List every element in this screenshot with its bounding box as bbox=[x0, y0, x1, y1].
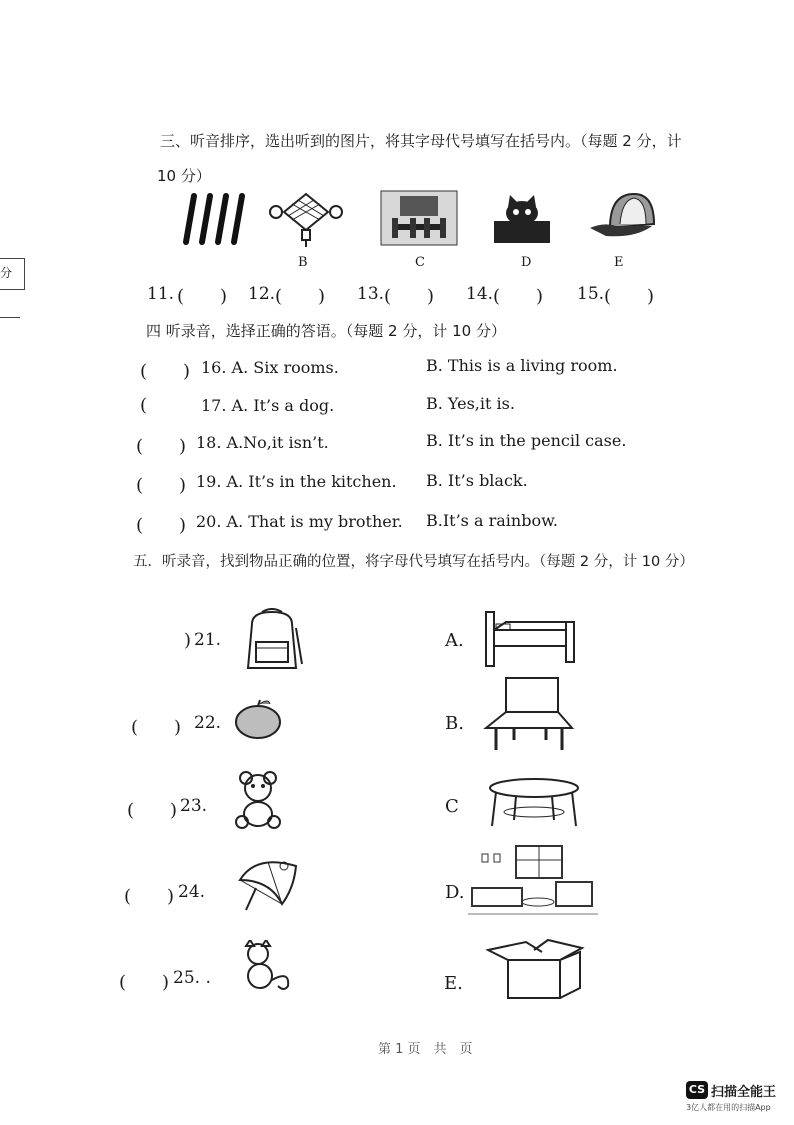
q17-answer-blank[interactable]: ( bbox=[140, 395, 148, 416]
camscanner-tagline: 3亿人都在用的扫描App bbox=[686, 1103, 771, 1112]
option-b-label: B. bbox=[445, 713, 464, 734]
picture-label-d: D bbox=[521, 255, 532, 270]
q19-option-a: 19. A. It’s in the kitchen. bbox=[196, 472, 397, 491]
q25-answer-blank[interactable]: ( ) bbox=[119, 972, 170, 993]
q21-answer-blank[interactable]: ) bbox=[184, 630, 192, 651]
q18-option-b: B. It’s in the pencil case. bbox=[426, 431, 627, 450]
q11-number: 11. bbox=[147, 284, 175, 304]
dining-room-picture bbox=[380, 190, 458, 246]
q25-number: 25. . bbox=[173, 968, 211, 988]
q14-answer-blank[interactable]: ( ) bbox=[493, 286, 544, 307]
margin-score-label: 分 bbox=[0, 266, 13, 280]
camscanner-logo: CS bbox=[686, 1081, 708, 1099]
q24-number: 24. bbox=[178, 882, 206, 902]
picture-label-e: E bbox=[614, 255, 624, 270]
option-e-label: E. bbox=[444, 973, 463, 994]
q13-answer-blank[interactable]: ( ) bbox=[384, 286, 435, 307]
schoolbag-picture bbox=[242, 608, 304, 672]
q24-answer-blank[interactable]: ( ) bbox=[124, 886, 175, 907]
q12-number: 12. bbox=[248, 284, 276, 304]
q22-number: 22. bbox=[194, 713, 222, 733]
q23-answer-blank[interactable]: ( ) bbox=[127, 800, 178, 821]
option-a-label: A. bbox=[445, 630, 464, 651]
q20-option-a: 20. A. That is my brother. bbox=[196, 512, 403, 531]
q19-answer-blank[interactable]: ( ) bbox=[136, 475, 187, 496]
cap-picture bbox=[586, 188, 658, 242]
picture-label-b: B bbox=[298, 255, 308, 270]
q17-option-b: B. Yes,it is. bbox=[426, 394, 515, 413]
q20-answer-blank[interactable]: ( ) bbox=[136, 515, 187, 536]
option-c-label: C bbox=[445, 796, 459, 817]
camscanner-name: 扫描全能王 bbox=[711, 1085, 777, 1100]
box-picture bbox=[486, 938, 586, 1002]
q16-option-b: B. This is a living room. bbox=[426, 356, 618, 375]
q23-number: 23. bbox=[180, 796, 208, 816]
q17-option-a: 17. A. It’s a dog. bbox=[201, 396, 335, 415]
option-d-label: D. bbox=[445, 882, 465, 903]
chair-picture bbox=[482, 676, 576, 754]
apple-picture bbox=[234, 698, 284, 740]
q14-number: 14. bbox=[466, 284, 494, 304]
q15-number: 15. bbox=[577, 284, 605, 304]
bed-picture bbox=[484, 608, 580, 668]
sec3-instruction-line1: 三、听音排序，选出听到的图片，将其字母代号填写在括号内。（每题 2 分，计 bbox=[160, 132, 682, 150]
q21-number: 21. bbox=[194, 630, 222, 650]
teddy-bear-picture bbox=[234, 770, 284, 830]
living-room-picture bbox=[468, 842, 600, 918]
sec4-title: 四 听录音，选择正确的答语。（每题 2 分，计 10 分） bbox=[146, 322, 506, 340]
q19-option-b: B. It’s black. bbox=[426, 471, 528, 490]
q22-answer-blank[interactable]: ( ) bbox=[131, 717, 182, 738]
cat-box-picture bbox=[492, 195, 554, 245]
margin-rule bbox=[0, 317, 20, 318]
q11-answer-blank[interactable]: ( ) bbox=[177, 286, 228, 307]
q20-option-b: B.It’s a rainbow. bbox=[426, 511, 558, 530]
round-table-picture bbox=[486, 776, 582, 830]
q13-number: 13. bbox=[357, 284, 385, 304]
q16-option-a: 16. A. Six rooms. bbox=[201, 358, 339, 377]
q18-option-a: 18. A.No,it isn’t. bbox=[196, 433, 329, 452]
sec3-instruction-line2: 10 分） bbox=[157, 167, 211, 185]
q12-answer-blank[interactable]: ( ) bbox=[275, 286, 326, 307]
sec5-title: 五．听录音，找到物品正确的位置，将字母代号填写在括号内。（每题 2 分，计 10 分） bbox=[133, 554, 694, 570]
q15-answer-blank[interactable]: ( ) bbox=[604, 286, 655, 307]
q18-answer-blank[interactable]: ( ) bbox=[136, 436, 187, 457]
chopsticks-picture bbox=[180, 190, 250, 250]
kitten-picture bbox=[238, 940, 296, 992]
umbrella-picture bbox=[236, 858, 302, 914]
chinese-knot-picture bbox=[266, 190, 346, 248]
picture-label-c: C bbox=[415, 255, 425, 270]
page-footer: 第 1 页 共 页 bbox=[378, 1042, 473, 1057]
q16-answer-blank[interactable]: ( ) bbox=[140, 361, 191, 382]
